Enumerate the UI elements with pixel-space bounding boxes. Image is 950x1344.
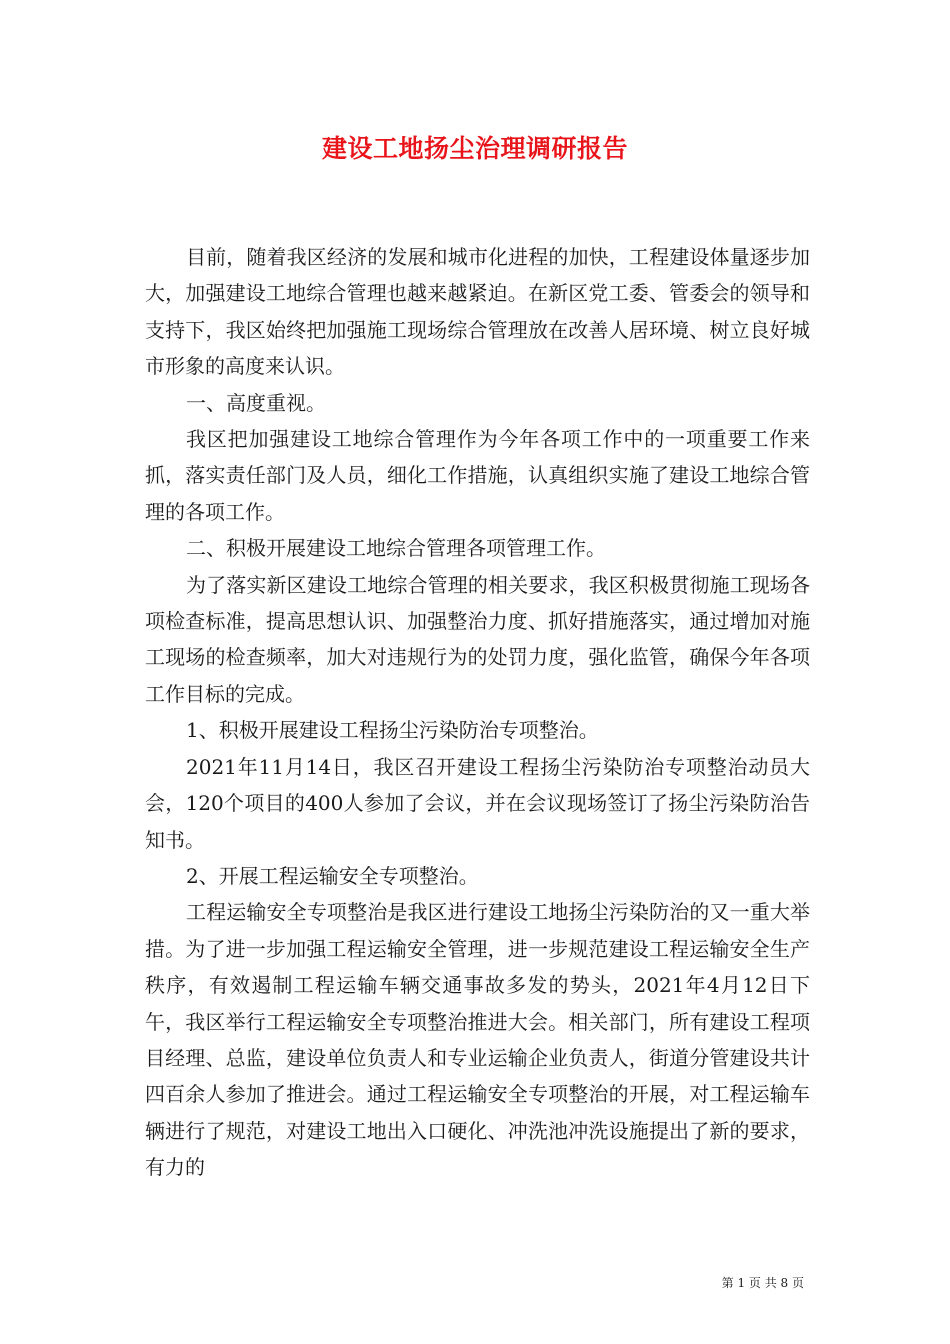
paragraph-item-2: 工程运输安全专项整治是我区进行建设工地扬尘污染防治的又一重大举措。为了进一步加强工程运输安全管理，进一步规范建设工程运输安全生产秩序，有效遏制工程运输车辆交通事故多发的势头，2021年4月12日下午，我区举行工程运输安全专项整治推进大会。相关部门，所有建设工程项目经理、总监，建设单位负责人和专业运输企业负责人，街道分管建设共计四百余人参加了推进会。通过工程运输安全专项整治的开展，对工程运输车辆进行了规范，对建设工地出入口硬化、冲洗池冲洗设施提出了新的要求，有力的 [145,900,810,1180]
paragraph-item-1: 2021年11月14日，我区召开建设工程扬尘污染防治专项整治动员大会，120个项目的400人参加了会议，并在会议现场签订了扬尘污染防治告知书。 [145,754,810,852]
heading-section-2: 二、积极开展建设工地综合管理各项管理工作。 [186,536,606,561]
paragraph-intro: 目前，随着我区经济的发展和城市化进程的加快，工程建设体量逐步加大，加强建设工地综合管理也越来越紧迫。在新区党工委、管委会的领导和支持下，我区始终把加强施工现场综合管理放在改善人居环境、树立良好城市形象的高度来认识。 [145,245,810,379]
heading-item-2: 2、开展工程运输安全专项整治。 [186,863,479,888]
document-body [145,239,810,1186]
heading-item-1: 1、积极开展建设工程扬尘污染防治专项整治。 [186,718,599,743]
page-title: 建设工地扬尘治理调研报告 [321,134,628,163]
paragraph-section-2: 为了落实新区建设工地综合管理的相关要求，我区积极贯彻施工现场各项检查标准，提高思想认识、加强整治力度、抓好措施落实，通过增加对施工现场的检查频率，加大对违规行为的处罚力度，强化监管，确保今年各项工作目标的完成。 [145,572,810,706]
paragraph-section-1: 我区把加强建设工地综合管理作为今年各项工作中的一项重要工作来抓，落实责任部门及人员，细化工作措施，认真组织实施了建设工地综合管理的各项工作。 [145,427,810,524]
page-number: 第 1 页 共 8 页 [721,1276,804,1290]
heading-section-1: 一、高度重视。 [186,390,326,415]
